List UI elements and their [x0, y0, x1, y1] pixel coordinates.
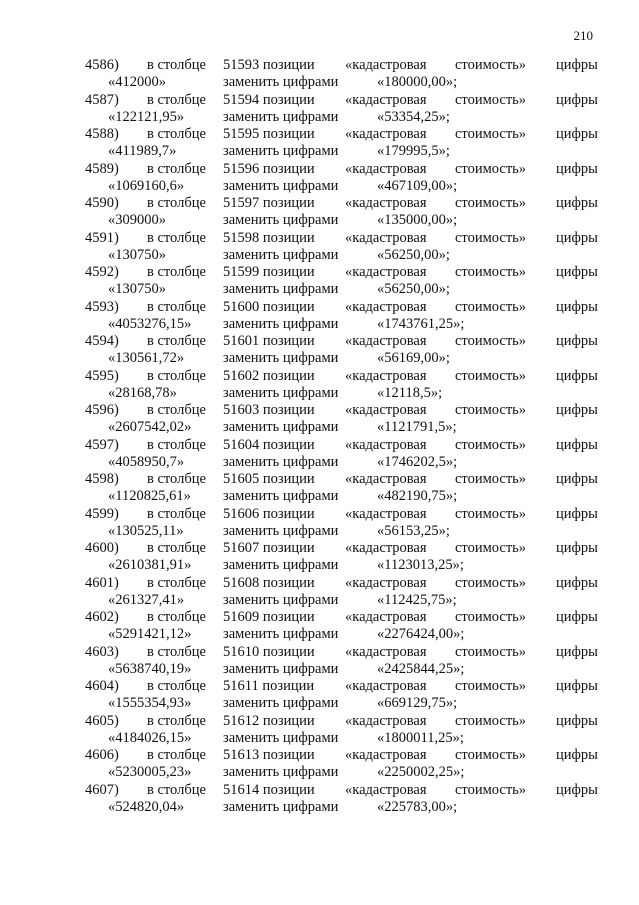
new-value: «225783,00»;	[377, 798, 458, 815]
new-value: «12118,5»;	[377, 384, 443, 401]
value-word: стоимость»	[455, 126, 527, 142]
digits-word: цифры	[556, 678, 598, 694]
position-phrase: 51613 позиции	[223, 747, 315, 763]
digits-word: цифры	[556, 333, 598, 349]
entry-second-line	[0, 143, 639, 160]
column-phrase: в столбце	[147, 160, 206, 177]
amendment-entry	[0, 126, 639, 161]
column-phrase: в столбце	[147, 643, 206, 660]
position-phrase: 51600 позиции	[223, 298, 315, 315]
entry-first-line	[0, 609, 639, 626]
amendment-entry	[0, 713, 639, 748]
cadastral-word: «кадастровая	[345, 574, 427, 591]
entry-second-line	[0, 212, 639, 229]
cadastral-word: «кадастровая	[345, 781, 427, 798]
entry-number: 4597)	[85, 436, 119, 453]
old-value: «4053276,15»	[108, 315, 192, 332]
position-phrase: 51593 позиции	[223, 57, 315, 73]
old-value: «5291421,12»	[108, 626, 192, 642]
cadastral-word: «кадастровая	[345, 57, 427, 73]
amendment-entry	[0, 368, 639, 403]
page-number: 210	[573, 28, 593, 43]
replace-phrase: заменить цифрами	[223, 419, 339, 435]
cadastral-word: «кадастровая	[345, 678, 427, 694]
replace-phrase: заменить цифрами	[223, 488, 339, 504]
column-phrase: в столбце	[147, 747, 206, 763]
entry-first-line	[0, 747, 639, 764]
value-word: стоимость»	[455, 160, 527, 177]
amendment-entry	[0, 471, 639, 506]
column-phrase: в столбце	[147, 609, 206, 625]
old-value: «130525,11»	[108, 522, 184, 539]
value-word: стоимость»	[455, 609, 527, 625]
cadastral-word: «кадастровая	[345, 367, 427, 384]
digits-word: цифры	[556, 367, 598, 384]
entry-second-line	[0, 454, 639, 471]
column-phrase: в столбце	[147, 367, 206, 384]
replace-phrase: заменить цифрами	[223, 729, 339, 746]
value-word: стоимость»	[455, 57, 527, 73]
cadastral-word: «кадастровая	[345, 91, 427, 108]
old-value: «28168,78»	[108, 384, 177, 401]
new-value: «2276424,00»;	[377, 626, 465, 642]
entry-first-line	[0, 299, 639, 316]
value-word: стоимость»	[455, 195, 527, 211]
old-value: «1069160,6»	[108, 177, 185, 194]
position-phrase: 51610 позиции	[223, 643, 315, 660]
column-phrase: в столбце	[147, 436, 206, 453]
digits-word: цифры	[556, 747, 598, 763]
position-phrase: 51599 позиции	[223, 264, 315, 280]
new-value: «135000,00»;	[377, 212, 458, 228]
position-phrase: 51601 позиции	[223, 333, 315, 349]
entry-second-line	[0, 626, 639, 643]
entry-number: 4595)	[85, 367, 119, 384]
old-value: «5638740,19»	[108, 660, 192, 677]
entry-first-line	[0, 575, 639, 592]
replace-phrase: заменить цифрами	[223, 143, 339, 159]
entry-number: 4601)	[85, 574, 119, 591]
replace-phrase: заменить цифрами	[223, 591, 339, 608]
replace-phrase: заменить цифрами	[223, 557, 339, 573]
digits-word: цифры	[556, 540, 598, 556]
amendment-list	[0, 57, 639, 816]
amendment-entry	[0, 161, 639, 196]
position-phrase: 51606 позиции	[223, 505, 315, 522]
entry-first-line	[0, 782, 639, 799]
value-word: стоимость»	[455, 367, 527, 384]
entry-number: 4604)	[85, 678, 119, 694]
entry-first-line	[0, 471, 639, 488]
position-phrase: 51608 позиции	[223, 574, 315, 591]
column-phrase: в столбце	[147, 298, 206, 315]
entry-first-line	[0, 644, 639, 661]
position-phrase: 51597 позиции	[223, 195, 315, 211]
new-value: «56169,00»;	[377, 350, 450, 366]
old-value: «130561,72»	[108, 350, 185, 366]
replace-phrase: заменить цифрами	[223, 212, 339, 228]
value-word: стоимость»	[455, 91, 527, 108]
entry-second-line	[0, 281, 639, 298]
replace-phrase: заменить цифрами	[223, 522, 339, 539]
cadastral-word: «кадастровая	[345, 712, 427, 729]
entry-second-line	[0, 247, 639, 264]
amendment-entry	[0, 747, 639, 782]
old-value: «412000»	[108, 74, 166, 90]
amendment-entry	[0, 264, 639, 299]
new-value: «112425,75»;	[377, 591, 457, 608]
replace-phrase: заменить цифрами	[223, 108, 339, 125]
new-value: «1123013,25»;	[377, 557, 464, 573]
old-value: «1555354,93»	[108, 695, 192, 711]
entry-first-line	[0, 195, 639, 212]
entry-first-line	[0, 264, 639, 281]
entry-second-line	[0, 730, 639, 747]
new-value: «56250,00»;	[377, 281, 450, 297]
cadastral-word: «кадастровая	[345, 540, 427, 556]
entry-number: 4596)	[85, 402, 119, 418]
new-value: «180000,00»;	[377, 74, 458, 90]
digits-word: цифры	[556, 471, 598, 487]
cadastral-word: «кадастровая	[345, 195, 427, 211]
value-word: стоимость»	[455, 747, 527, 763]
entry-number: 4589)	[85, 160, 119, 177]
new-value: «467109,00»;	[377, 177, 458, 194]
cadastral-word: «кадастровая	[345, 643, 427, 660]
column-phrase: в столбце	[147, 91, 206, 108]
amendment-entry	[0, 402, 639, 437]
value-word: стоимость»	[455, 333, 527, 349]
digits-word: цифры	[556, 298, 598, 315]
column-phrase: в столбце	[147, 505, 206, 522]
digits-word: цифры	[556, 574, 598, 591]
position-phrase: 51602 позиции	[223, 367, 315, 384]
entry-first-line	[0, 333, 639, 350]
new-value: «56250,00»;	[377, 246, 450, 263]
digits-word: цифры	[556, 436, 598, 453]
cadastral-word: «кадастровая	[345, 505, 427, 522]
old-value: «309000»	[108, 212, 166, 228]
value-word: стоимость»	[455, 229, 527, 246]
amendment-entry	[0, 195, 639, 230]
replace-phrase: заменить цифрами	[223, 695, 339, 711]
old-value: «4058950,7»	[108, 453, 185, 470]
digits-word: цифры	[556, 57, 598, 73]
entry-first-line	[0, 540, 639, 557]
entry-second-line	[0, 350, 639, 367]
replace-phrase: заменить цифрами	[223, 660, 339, 677]
entry-first-line	[0, 92, 639, 109]
value-word: стоимость»	[455, 264, 527, 280]
digits-word: цифры	[556, 643, 598, 660]
entry-second-line	[0, 109, 639, 126]
position-phrase: 51611 позиции	[223, 678, 315, 694]
value-word: стоимость»	[455, 402, 527, 418]
entry-first-line	[0, 126, 639, 143]
entry-second-line	[0, 592, 639, 609]
value-word: стоимость»	[455, 678, 527, 694]
digits-word: цифры	[556, 229, 598, 246]
replace-phrase: заменить цифрами	[223, 350, 339, 366]
cadastral-word: «кадастровая	[345, 126, 427, 142]
entry-number: 4606)	[85, 747, 119, 763]
entry-first-line	[0, 506, 639, 523]
digits-word: цифры	[556, 781, 598, 798]
entry-second-line	[0, 419, 639, 436]
value-word: стоимость»	[455, 712, 527, 729]
entry-number: 4603)	[85, 643, 119, 660]
new-value: «179995,5»;	[377, 143, 450, 159]
column-phrase: в столбце	[147, 229, 206, 246]
position-phrase: 51604 позиции	[223, 436, 315, 453]
entry-number: 4599)	[85, 505, 119, 522]
cadastral-word: «кадастровая	[345, 333, 427, 349]
old-value: «4184026,15»	[108, 729, 192, 746]
cadastral-word: «кадастровая	[345, 436, 427, 453]
column-phrase: в столбце	[147, 574, 206, 591]
entry-number: 4607)	[85, 781, 119, 798]
new-value: «669129,75»;	[377, 695, 458, 711]
column-phrase: в столбце	[147, 402, 206, 418]
old-value: «130750»	[108, 281, 166, 297]
new-value: «2425844,25»;	[377, 660, 465, 677]
entry-first-line	[0, 437, 639, 454]
new-value: «1746202,5»;	[377, 453, 458, 470]
position-phrase: 51596 позиции	[223, 160, 315, 177]
amendment-entry	[0, 644, 639, 679]
entry-number: 4591)	[85, 229, 119, 246]
replace-phrase: заменить цифрами	[223, 453, 339, 470]
entry-number: 4590)	[85, 195, 119, 211]
replace-phrase: заменить цифрами	[223, 384, 339, 401]
entry-second-line	[0, 695, 639, 712]
column-phrase: в столбце	[147, 712, 206, 729]
value-word: стоимость»	[455, 436, 527, 453]
entry-number: 4594)	[85, 333, 119, 349]
column-phrase: в столбце	[147, 264, 206, 280]
amendment-entry	[0, 540, 639, 575]
new-value: «2250002,25»;	[377, 764, 465, 780]
cadastral-word: «кадастровая	[345, 747, 427, 763]
digits-word: цифры	[556, 195, 598, 211]
value-word: стоимость»	[455, 574, 527, 591]
entry-first-line	[0, 678, 639, 695]
entry-first-line	[0, 57, 639, 74]
entry-first-line	[0, 402, 639, 419]
entry-second-line	[0, 661, 639, 678]
new-value: «53354,25»;	[377, 108, 450, 125]
replace-phrase: заменить цифрами	[223, 281, 339, 297]
old-value: «524820,04»	[108, 798, 185, 815]
replace-phrase: заменить цифрами	[223, 74, 339, 90]
new-value: «1121791,5»;	[377, 419, 457, 435]
old-value: «2607542,02»	[108, 419, 192, 435]
value-word: стоимость»	[455, 505, 527, 522]
entry-number: 4593)	[85, 298, 119, 315]
amendment-entry	[0, 506, 639, 541]
entry-number: 4600)	[85, 540, 119, 556]
cadastral-word: «кадастровая	[345, 471, 427, 487]
entry-second-line	[0, 799, 639, 816]
old-value: «130750»	[108, 246, 166, 263]
entry-second-line	[0, 316, 639, 333]
column-phrase: в столбце	[147, 333, 206, 349]
new-value: «56153,25»;	[377, 522, 450, 539]
old-value: «261327,41»	[108, 591, 185, 608]
value-word: стоимость»	[455, 471, 527, 487]
amendment-entry	[0, 92, 639, 127]
cadastral-word: «кадастровая	[345, 402, 427, 418]
entry-number: 4598)	[85, 471, 119, 487]
amendment-entry	[0, 575, 639, 610]
cadastral-word: «кадастровая	[345, 160, 427, 177]
column-phrase: в столбце	[147, 781, 206, 798]
position-phrase: 51598 позиции	[223, 229, 315, 246]
entry-number: 4588)	[85, 126, 119, 142]
digits-word: цифры	[556, 126, 598, 142]
entry-first-line	[0, 713, 639, 730]
digits-word: цифры	[556, 91, 598, 108]
column-phrase: в столбце	[147, 540, 206, 556]
old-value: «5230005,23»	[108, 764, 192, 780]
entry-second-line	[0, 385, 639, 402]
amendment-entry	[0, 230, 639, 265]
old-value: «122121,95»	[108, 108, 185, 125]
digits-word: цифры	[556, 402, 598, 418]
entry-number: 4602)	[85, 609, 119, 625]
value-word: стоимость»	[455, 298, 527, 315]
entry-number: 4605)	[85, 712, 119, 729]
entry-second-line	[0, 488, 639, 505]
position-phrase: 51605 позиции	[223, 471, 315, 487]
replace-phrase: заменить цифрами	[223, 246, 339, 263]
cadastral-word: «кадастровая	[345, 264, 427, 280]
digits-word: цифры	[556, 609, 598, 625]
old-value: «411989,7»	[108, 143, 177, 159]
amendment-entry	[0, 299, 639, 334]
entry-number: 4592)	[85, 264, 119, 280]
new-value: «1800011,25»;	[377, 729, 464, 746]
digits-word: цифры	[556, 264, 598, 280]
cadastral-word: «кадастровая	[345, 229, 427, 246]
amendment-entry	[0, 609, 639, 644]
column-phrase: в столбце	[147, 126, 206, 142]
replace-phrase: заменить цифрами	[223, 798, 339, 815]
entry-second-line	[0, 764, 639, 781]
entry-number: 4587)	[85, 91, 119, 108]
new-value: «482190,75»;	[377, 488, 458, 504]
position-phrase: 51614 позиции	[223, 781, 315, 798]
digits-word: цифры	[556, 505, 598, 522]
amendment-entry	[0, 437, 639, 472]
amendment-entry	[0, 678, 639, 713]
digits-word: цифры	[556, 712, 598, 729]
column-phrase: в столбце	[147, 678, 206, 694]
amendment-entry	[0, 57, 639, 92]
position-phrase: 51609 позиции	[223, 609, 315, 625]
cadastral-word: «кадастровая	[345, 298, 427, 315]
position-phrase: 51594 позиции	[223, 91, 315, 108]
amendment-entry	[0, 782, 639, 817]
replace-phrase: заменить цифрами	[223, 764, 339, 780]
value-word: стоимость»	[455, 643, 527, 660]
entry-first-line	[0, 368, 639, 385]
entry-second-line	[0, 523, 639, 540]
position-phrase: 51607 позиции	[223, 540, 315, 556]
value-word: стоимость»	[455, 540, 527, 556]
position-phrase: 51603 позиции	[223, 402, 315, 418]
entry-second-line	[0, 74, 639, 91]
value-word: стоимость»	[455, 781, 527, 798]
cadastral-word: «кадастровая	[345, 609, 427, 625]
replace-phrase: заменить цифрами	[223, 626, 339, 642]
digits-word: цифры	[556, 160, 598, 177]
column-phrase: в столбце	[147, 195, 206, 211]
new-value: «1743761,25»;	[377, 315, 465, 332]
entry-number: 4586)	[85, 57, 119, 73]
replace-phrase: заменить цифрами	[223, 177, 339, 194]
replace-phrase: заменить цифрами	[223, 315, 339, 332]
old-value: «1120825,61»	[108, 488, 191, 504]
column-phrase: в столбце	[147, 57, 206, 73]
old-value: «2610381,91»	[108, 557, 192, 573]
position-phrase: 51595 позиции	[223, 126, 315, 142]
column-phrase: в столбце	[147, 471, 206, 487]
entry-first-line	[0, 230, 639, 247]
position-phrase: 51612 позиции	[223, 712, 315, 729]
entry-second-line	[0, 178, 639, 195]
entry-second-line	[0, 557, 639, 574]
entry-first-line	[0, 161, 639, 178]
amendment-entry	[0, 333, 639, 368]
